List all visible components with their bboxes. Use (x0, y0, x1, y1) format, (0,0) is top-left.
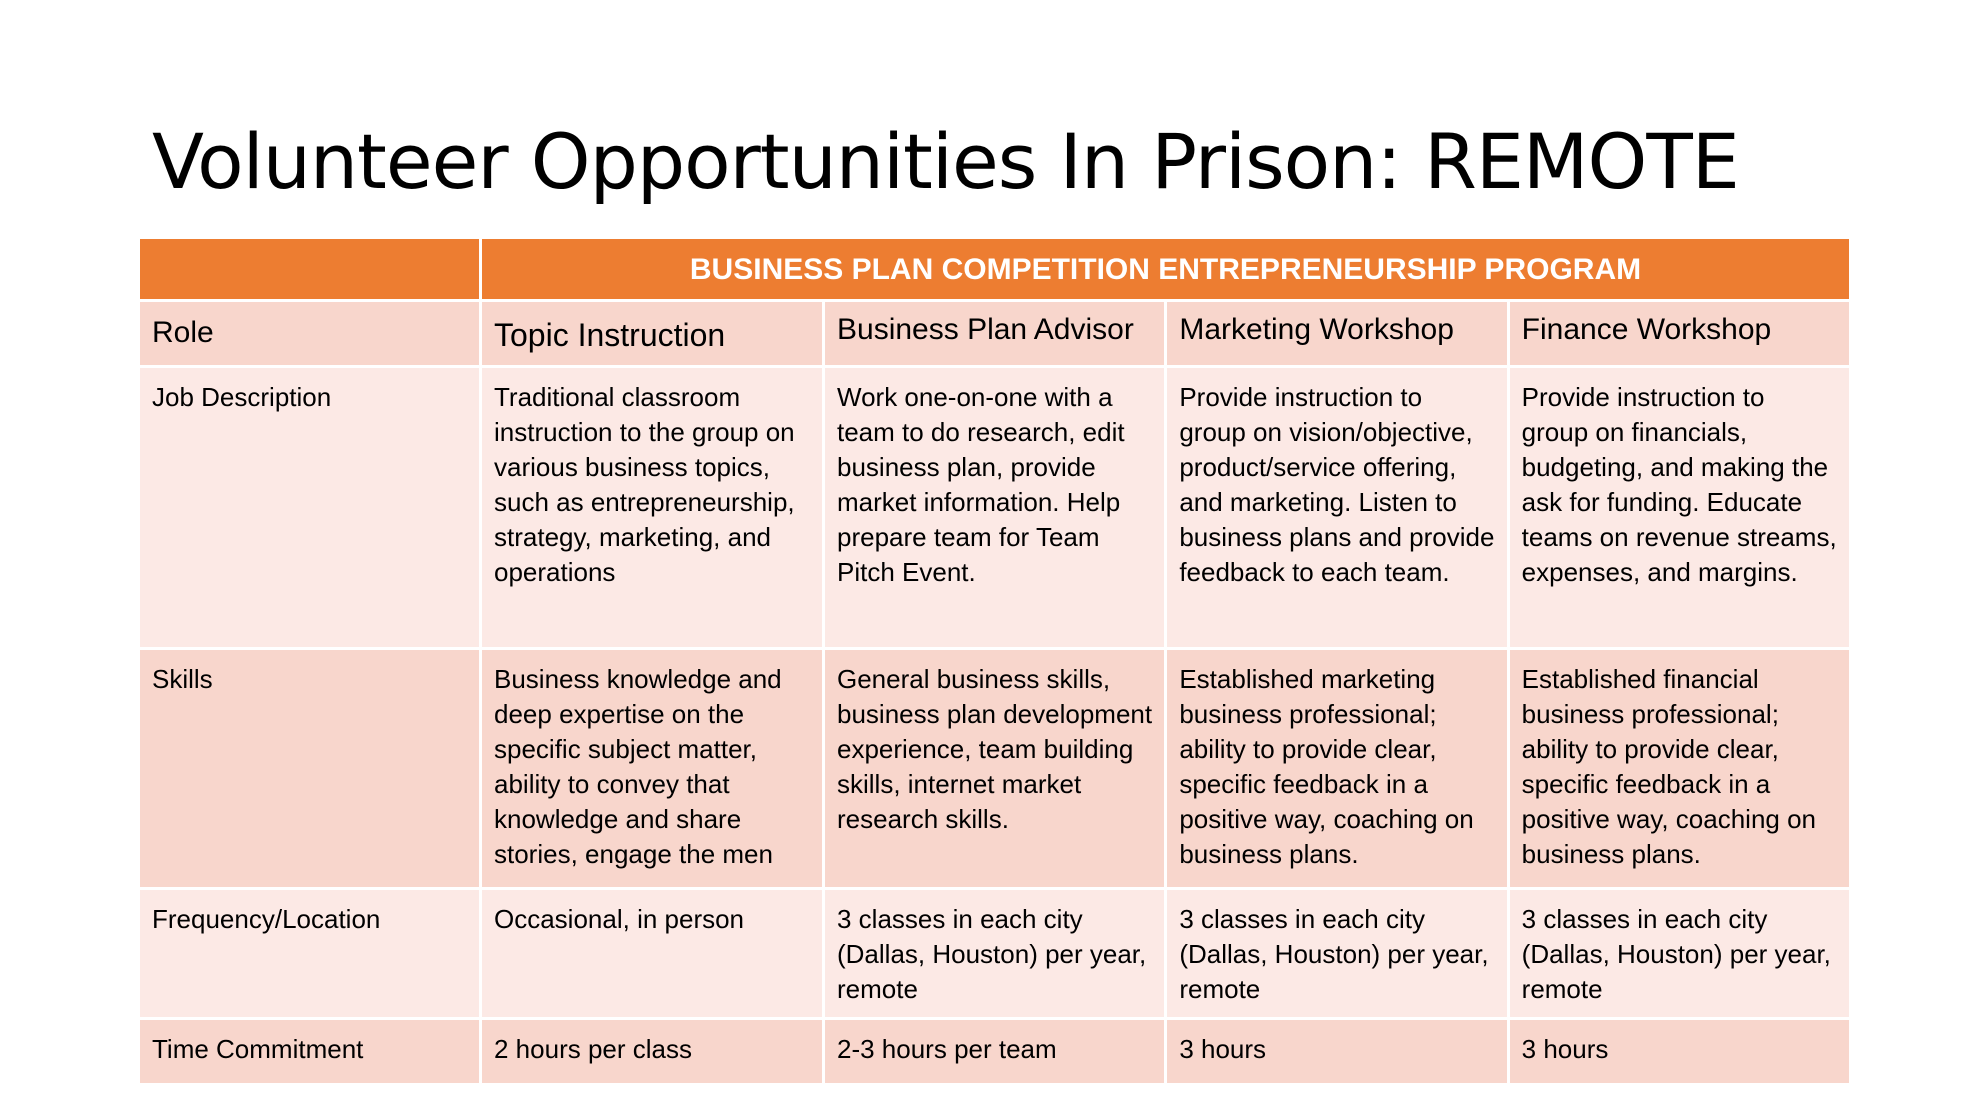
table-cell: General business skills, business plan development experience, team building skills, internet market research skills. (824, 649, 1166, 889)
program-title: BUSINESS PLAN COMPETITION ENTREPRENEURSHIP PROGRAM (481, 238, 1851, 301)
table-cell: 2 hours per class (481, 1019, 824, 1085)
table-cell: Traditional classroom instruction to the group on various business topics, such as entrepreneurship, strategy, marketing, and operations (481, 367, 824, 649)
row-label-role: Role (139, 301, 481, 367)
volunteer-opportunities-table (137, 236, 1852, 1086)
table-cell: Occasional, in person (481, 889, 824, 1019)
row-label-frequency-location: Frequency/Location (139, 889, 481, 1019)
table-cell: 3 hours (1166, 1019, 1508, 1085)
role-topic-instruction: Topic Instruction (481, 301, 824, 367)
role-marketing-workshop: Marketing Workshop (1166, 301, 1508, 367)
role-business-plan-advisor: Business Plan Advisor (824, 301, 1166, 367)
row-label-time-commitment: Time Commitment (139, 1019, 481, 1085)
table-row-skills (139, 649, 1851, 889)
table-cell: Provide instruction to group on vision/objective, product/service offering, and marketing. Listen to business plans and provide feedback to each team. (1166, 367, 1508, 649)
table-row-role (139, 301, 1851, 367)
header-empty-cell (139, 238, 481, 301)
table-cell: 2-3 hours per team (824, 1019, 1166, 1085)
table-cell: 3 classes in each city (Dallas, Houston) per year, remote (824, 889, 1166, 1019)
row-label-skills: Skills (139, 649, 481, 889)
program-header-row (139, 238, 1851, 301)
table-cell: Provide instruction to group on financials, budgeting, and making the ask for funding. Educate teams on revenue streams, expenses, and margins. (1508, 367, 1850, 649)
table-cell: Work one-on-one with a team to do research, edit business plan, provide market information. Help prepare team for Team Pitch Event. (824, 367, 1166, 649)
role-finance-workshop: Finance Workshop (1508, 301, 1850, 367)
row-label-job-description: Job Description (139, 367, 481, 649)
table-cell: Established marketing business professional; ability to provide clear, specific feedback in a positive way, coaching on business plans. (1166, 649, 1508, 889)
table-row-frequency-location (139, 889, 1851, 1019)
table-cell: 3 hours (1508, 1019, 1850, 1085)
table-cell: 3 classes in each city (Dallas, Houston) per year, remote (1166, 889, 1508, 1019)
table-row-job-description (139, 367, 1851, 649)
table-cell: Business knowledge and deep expertise on the specific subject matter, ability to convey that knowledge and share stories, engage the men (481, 649, 824, 889)
slide-title: Volunteer Opportunities In Prison: REMOTE (152, 117, 1739, 206)
table-row-time-commitment (139, 1019, 1851, 1085)
table-cell: 3 classes in each city (Dallas, Houston) per year, remote (1508, 889, 1850, 1019)
table-cell: Established financial business professional; ability to provide clear, specific feedback in a positive way, coaching on business plans. (1508, 649, 1850, 889)
